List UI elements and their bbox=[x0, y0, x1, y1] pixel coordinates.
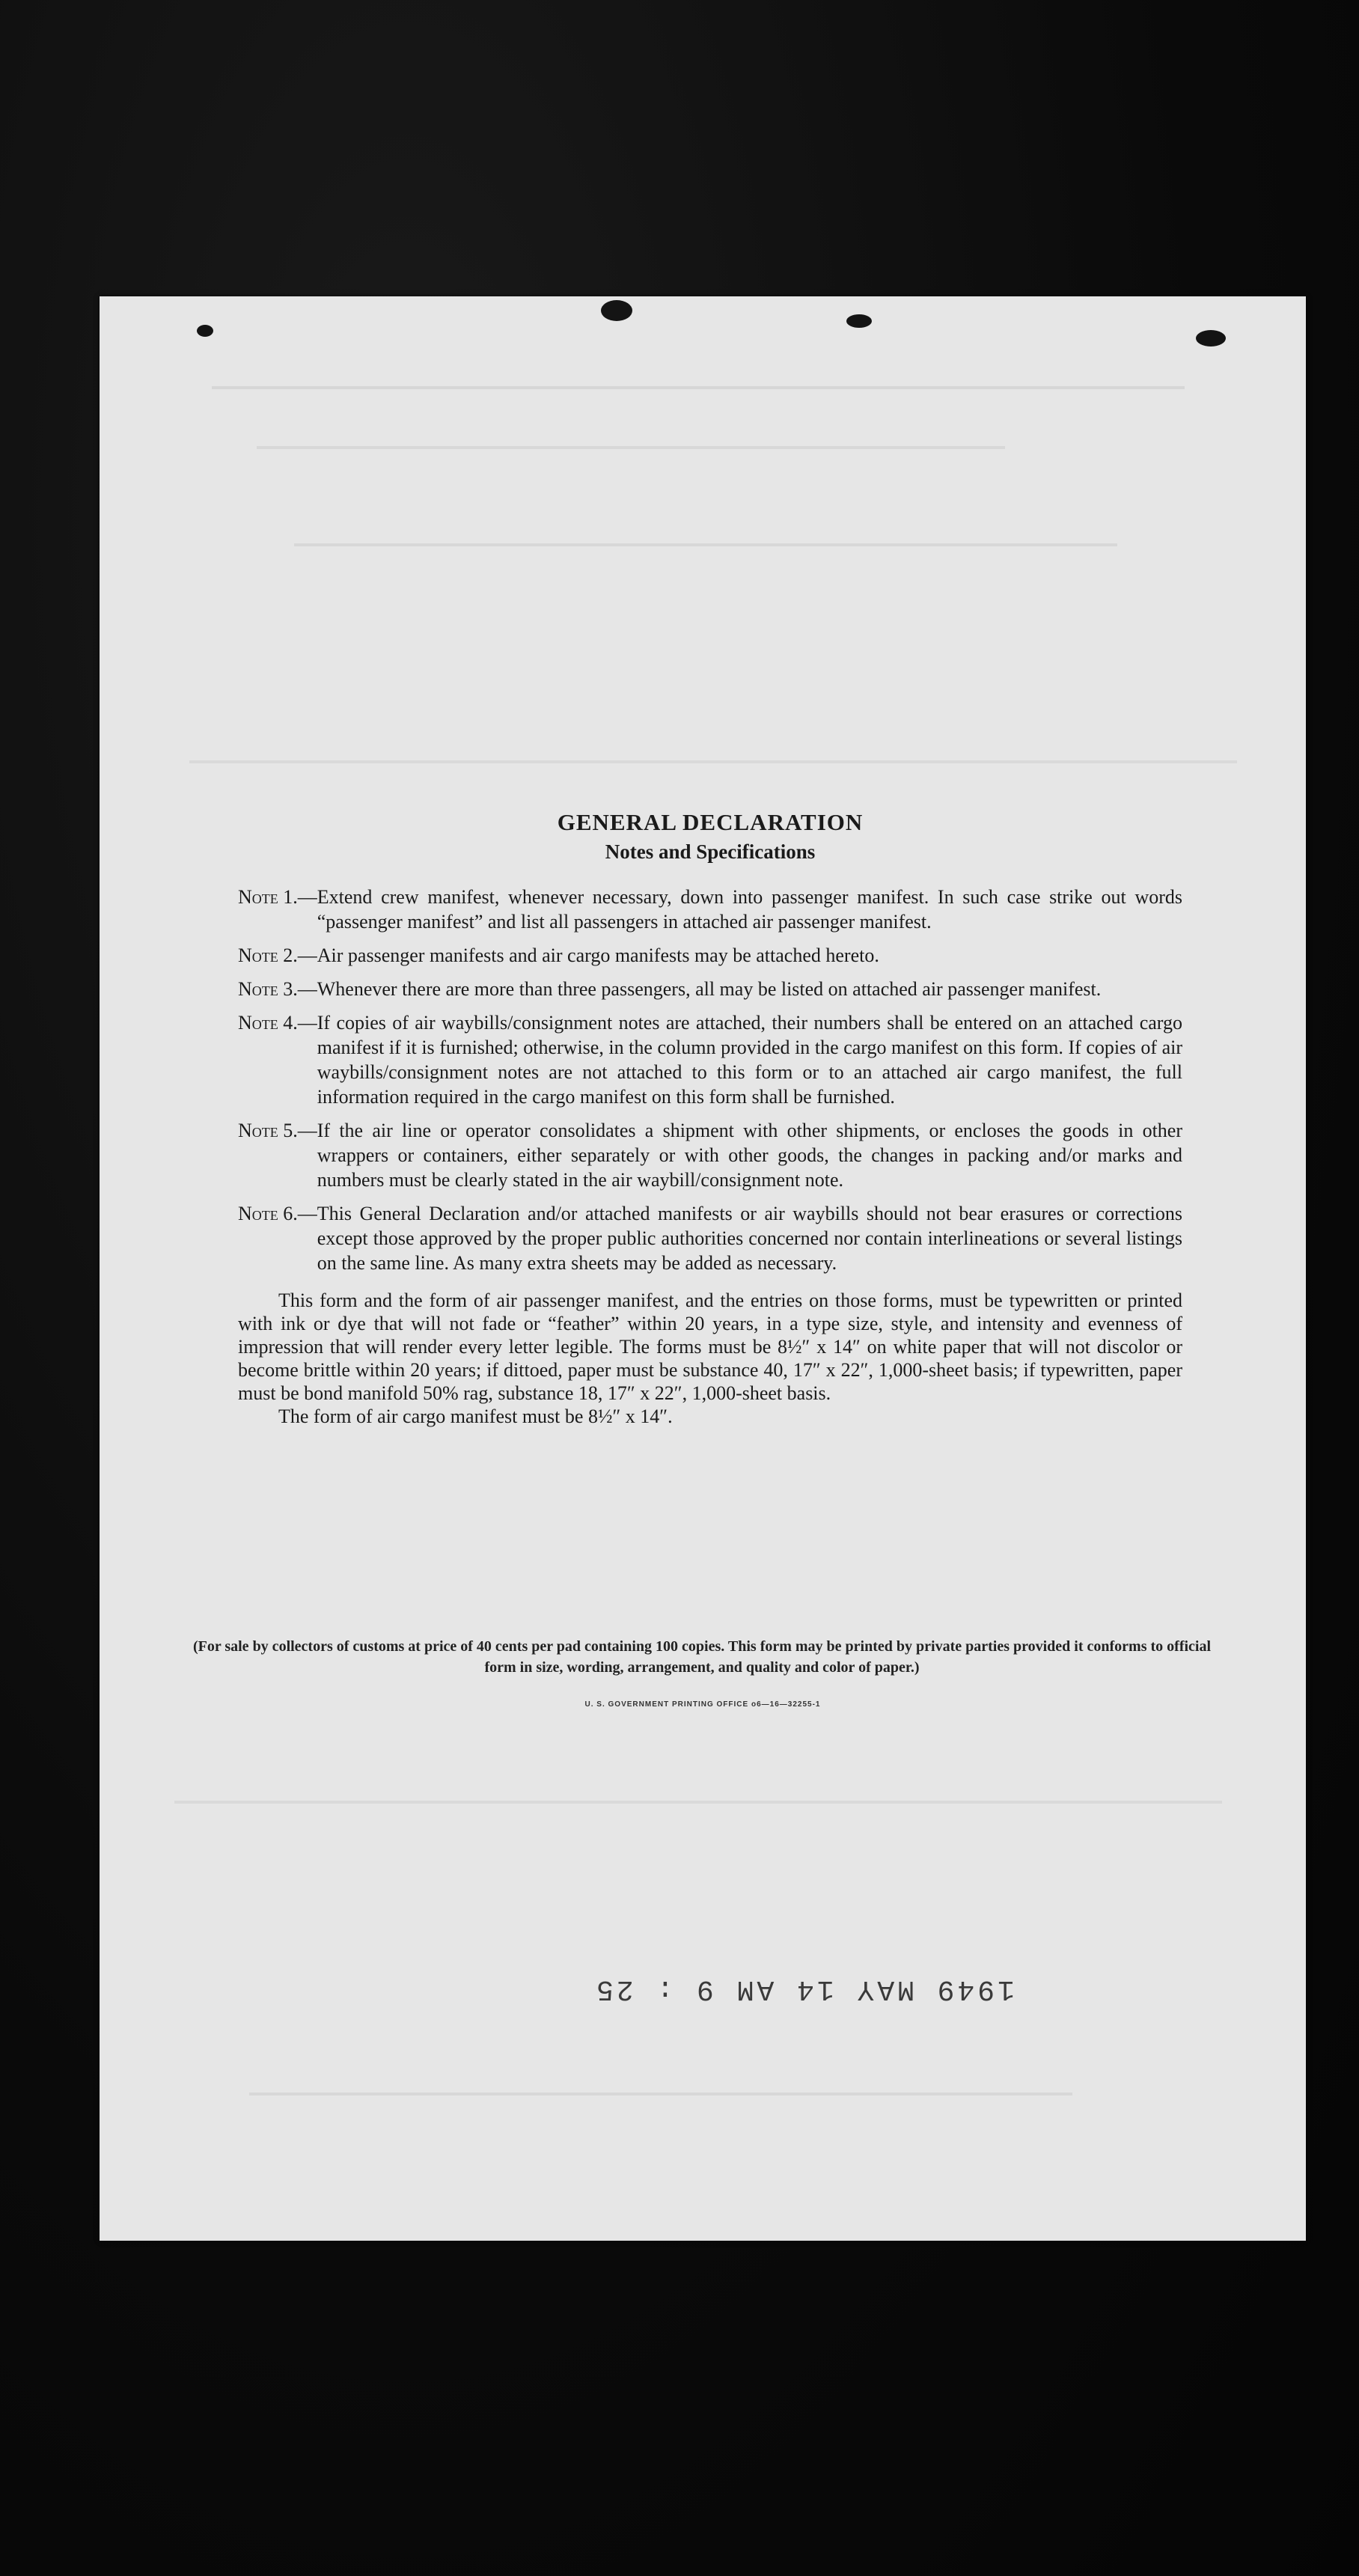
bleed-through-line bbox=[249, 2093, 1072, 2096]
note-label: Note 1.— bbox=[238, 886, 317, 908]
ink-blot bbox=[197, 325, 213, 337]
bleed-through-line bbox=[257, 446, 1005, 449]
sale-notice: (For sale by collectors of customs at price of 40 cents per pad containing 100 copies. This form may be printed by private parties provided it conforms to official form in size, wording, arrangement, and quality and color of paper.) bbox=[192, 1638, 1212, 1676]
document-page bbox=[100, 296, 1306, 2241]
note-4 bbox=[238, 1010, 1182, 1109]
note-5 bbox=[238, 1118, 1182, 1192]
note-text: Extend crew manifest, whenever necessary, down into passenger manifest. In such case strike out words “passenger manifest” and list all passengers in attached air passenger manifest. bbox=[317, 886, 1182, 933]
note-text: Air passenger manifests and air cargo manifests may be attached hereto. bbox=[317, 944, 879, 966]
note-text: If copies of air waybills/consignment notes are attached, their numbers shall be entered on an attached cargo manifest if it is furnished; otherwise, in the column provided in the cargo manifest on this form. If copies of air waybills/consignment notes are not attached to this form or to an attached air cargo manifest, the full information required in the cargo manifest on this form shall be furnished. bbox=[317, 1012, 1182, 1108]
note-label: Note 4.— bbox=[238, 1012, 317, 1034]
received-date-stamp: 1949 MAY 14 AM 9 : 25 bbox=[593, 1973, 1015, 2005]
bleed-through-line bbox=[212, 386, 1185, 389]
printing-office-imprint: U. S. GOVERNMENT PRINTING OFFICE o6—16—32255-1 bbox=[584, 1700, 821, 1709]
bleed-through-line bbox=[174, 1801, 1222, 1804]
note-3 bbox=[238, 977, 1182, 1001]
note-text: This General Declaration and/or attached manifests or air waybills should not bear erasures or corrections except those approved by the proper public authorities concerned nor contain interlineations or several listings on the same line. As many extra sheets may be added as necessary. bbox=[317, 1203, 1182, 1274]
note-1 bbox=[238, 885, 1182, 934]
note-label: Note 5.— bbox=[238, 1120, 317, 1141]
note-label: Note 6.— bbox=[238, 1203, 317, 1224]
document-title: GENERAL DECLARATION bbox=[557, 809, 864, 835]
cargo-manifest-size-line: The form of air cargo manifest must be 8½″ x 14″. bbox=[278, 1405, 673, 1427]
note-2 bbox=[238, 943, 1182, 968]
general-declaration-notes bbox=[238, 809, 1182, 1428]
note-6 bbox=[238, 1201, 1182, 1275]
ink-blot bbox=[1196, 330, 1226, 347]
note-text: If the air line or operator consolidates a shipment with other shipments, or encloses the goods in other wrappers or containers, either separately or with other goods, the changes in packing and/or marks and numbers must be clearly stated in the air waybill/consignment note. bbox=[317, 1120, 1182, 1191]
document-subtitle: Notes and Specifications bbox=[605, 840, 816, 863]
bleed-through-line bbox=[294, 543, 1117, 546]
form-requirements-paragraph: This form and the form of air passenger manifest, and the entries on those forms, must be typewritten or printed with ink or dye that will not fade or “feather” within 20 years, in a type size, style, and intensity and evenness of impression that will render every letter legible. The forms must be 8½″ x 14″ on white paper that will not discolor or become brittle within 20 years; if dittoed, paper must be substance 40, 17″ x 22″, 1,000-sheet basis; if typewritten, paper must be bond manifold 50% rag, substance 18, 17″ x 22″, 1,000-sheet basis. bbox=[238, 1289, 1182, 1404]
ink-blot bbox=[846, 314, 872, 328]
bleed-through-line bbox=[189, 760, 1237, 763]
note-text: Whenever there are more than three passengers, all may be listed on attached air passenger manifest. bbox=[317, 978, 1102, 1000]
note-label: Note 3.— bbox=[238, 978, 317, 1000]
ink-blot bbox=[601, 300, 632, 321]
note-label: Note 2.— bbox=[238, 944, 317, 966]
